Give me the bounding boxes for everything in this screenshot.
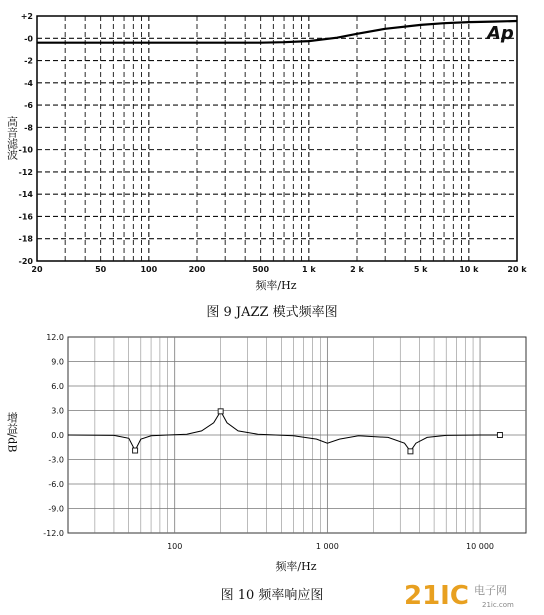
data-point-marker [497, 433, 502, 438]
y-tick-label: -12 [18, 167, 33, 177]
y-tick-label: -10 [18, 145, 33, 155]
y-tick-label: -14 [18, 190, 33, 200]
chart1-x-ticks [31, 265, 527, 274]
watermark-url: 21ic.com [482, 601, 514, 609]
chart1-caption: 图 9 JAZZ 模式频率图 [206, 305, 338, 320]
x-tick-label: 100 [167, 542, 183, 551]
chart1-x-label: 频率/Hz [255, 279, 297, 292]
y-tick-label: -3.0 [48, 455, 64, 465]
y-tick-label: -9.0 [48, 504, 64, 514]
y-tick-label: -16 [18, 212, 33, 222]
y-tick-label: -20 [18, 257, 33, 266]
x-tick-label: 1 k [301, 265, 316, 274]
y-tick-label: -18 [18, 234, 33, 244]
x-tick-label: 10 k [459, 265, 479, 274]
y-tick-label: 3.0 [51, 406, 64, 416]
ap-logo: Ap [487, 23, 514, 44]
x-tick-label: 2 k [350, 265, 364, 274]
chart2-y-label: 增益/dB [5, 411, 19, 453]
x-tick-label: 50 [95, 265, 107, 274]
data-point-marker [408, 449, 413, 454]
y-tick-label: 9.0 [51, 357, 64, 367]
y-tick-label: -8 [24, 123, 33, 133]
watermark-logo [404, 581, 514, 611]
y-tick-label: -0 [24, 34, 33, 44]
frequency-response-chart [6, 333, 527, 603]
chart1-y-label: 高音滤波 [5, 116, 19, 160]
y-tick-label: 0.0 [51, 431, 64, 440]
data-point-marker [218, 409, 223, 414]
x-tick-label: 100 [140, 265, 158, 274]
data-point-marker [133, 448, 138, 453]
chart2-x-ticks [167, 542, 494, 551]
y-tick-label: -2 [24, 56, 33, 66]
x-tick-label: 5 k [413, 265, 428, 274]
y-tick-label: -4 [24, 78, 33, 88]
x-tick-label: 500 [252, 265, 270, 274]
watermark-sub: 电子网 [474, 584, 507, 597]
jazz-mode-frequency-chart [6, 12, 528, 320]
x-tick-label: 20 [31, 265, 43, 274]
chart2-y-ticks [43, 333, 64, 538]
y-tick-label: +2 [20, 12, 33, 21]
x-tick-label: 1 000 [315, 542, 339, 551]
x-tick-label: 200 [188, 265, 206, 274]
y-tick-label: -12.0 [43, 529, 64, 538]
x-tick-label: 10 000 [466, 542, 495, 551]
x-tick-label: 20 k [507, 265, 527, 274]
chart2-x-label: 频率/Hz [275, 560, 317, 573]
y-tick-label: 12.0 [46, 333, 64, 342]
watermark-main: 21IC [404, 581, 469, 611]
chart1-frame [37, 16, 517, 261]
y-tick-label: 6.0 [51, 382, 64, 391]
chart2-caption: 图 10 频率响应图 [220, 588, 324, 603]
chart1-y-ticks [19, 12, 34, 266]
y-tick-label: -6.0 [48, 480, 64, 489]
y-tick-label: -6 [24, 101, 33, 111]
